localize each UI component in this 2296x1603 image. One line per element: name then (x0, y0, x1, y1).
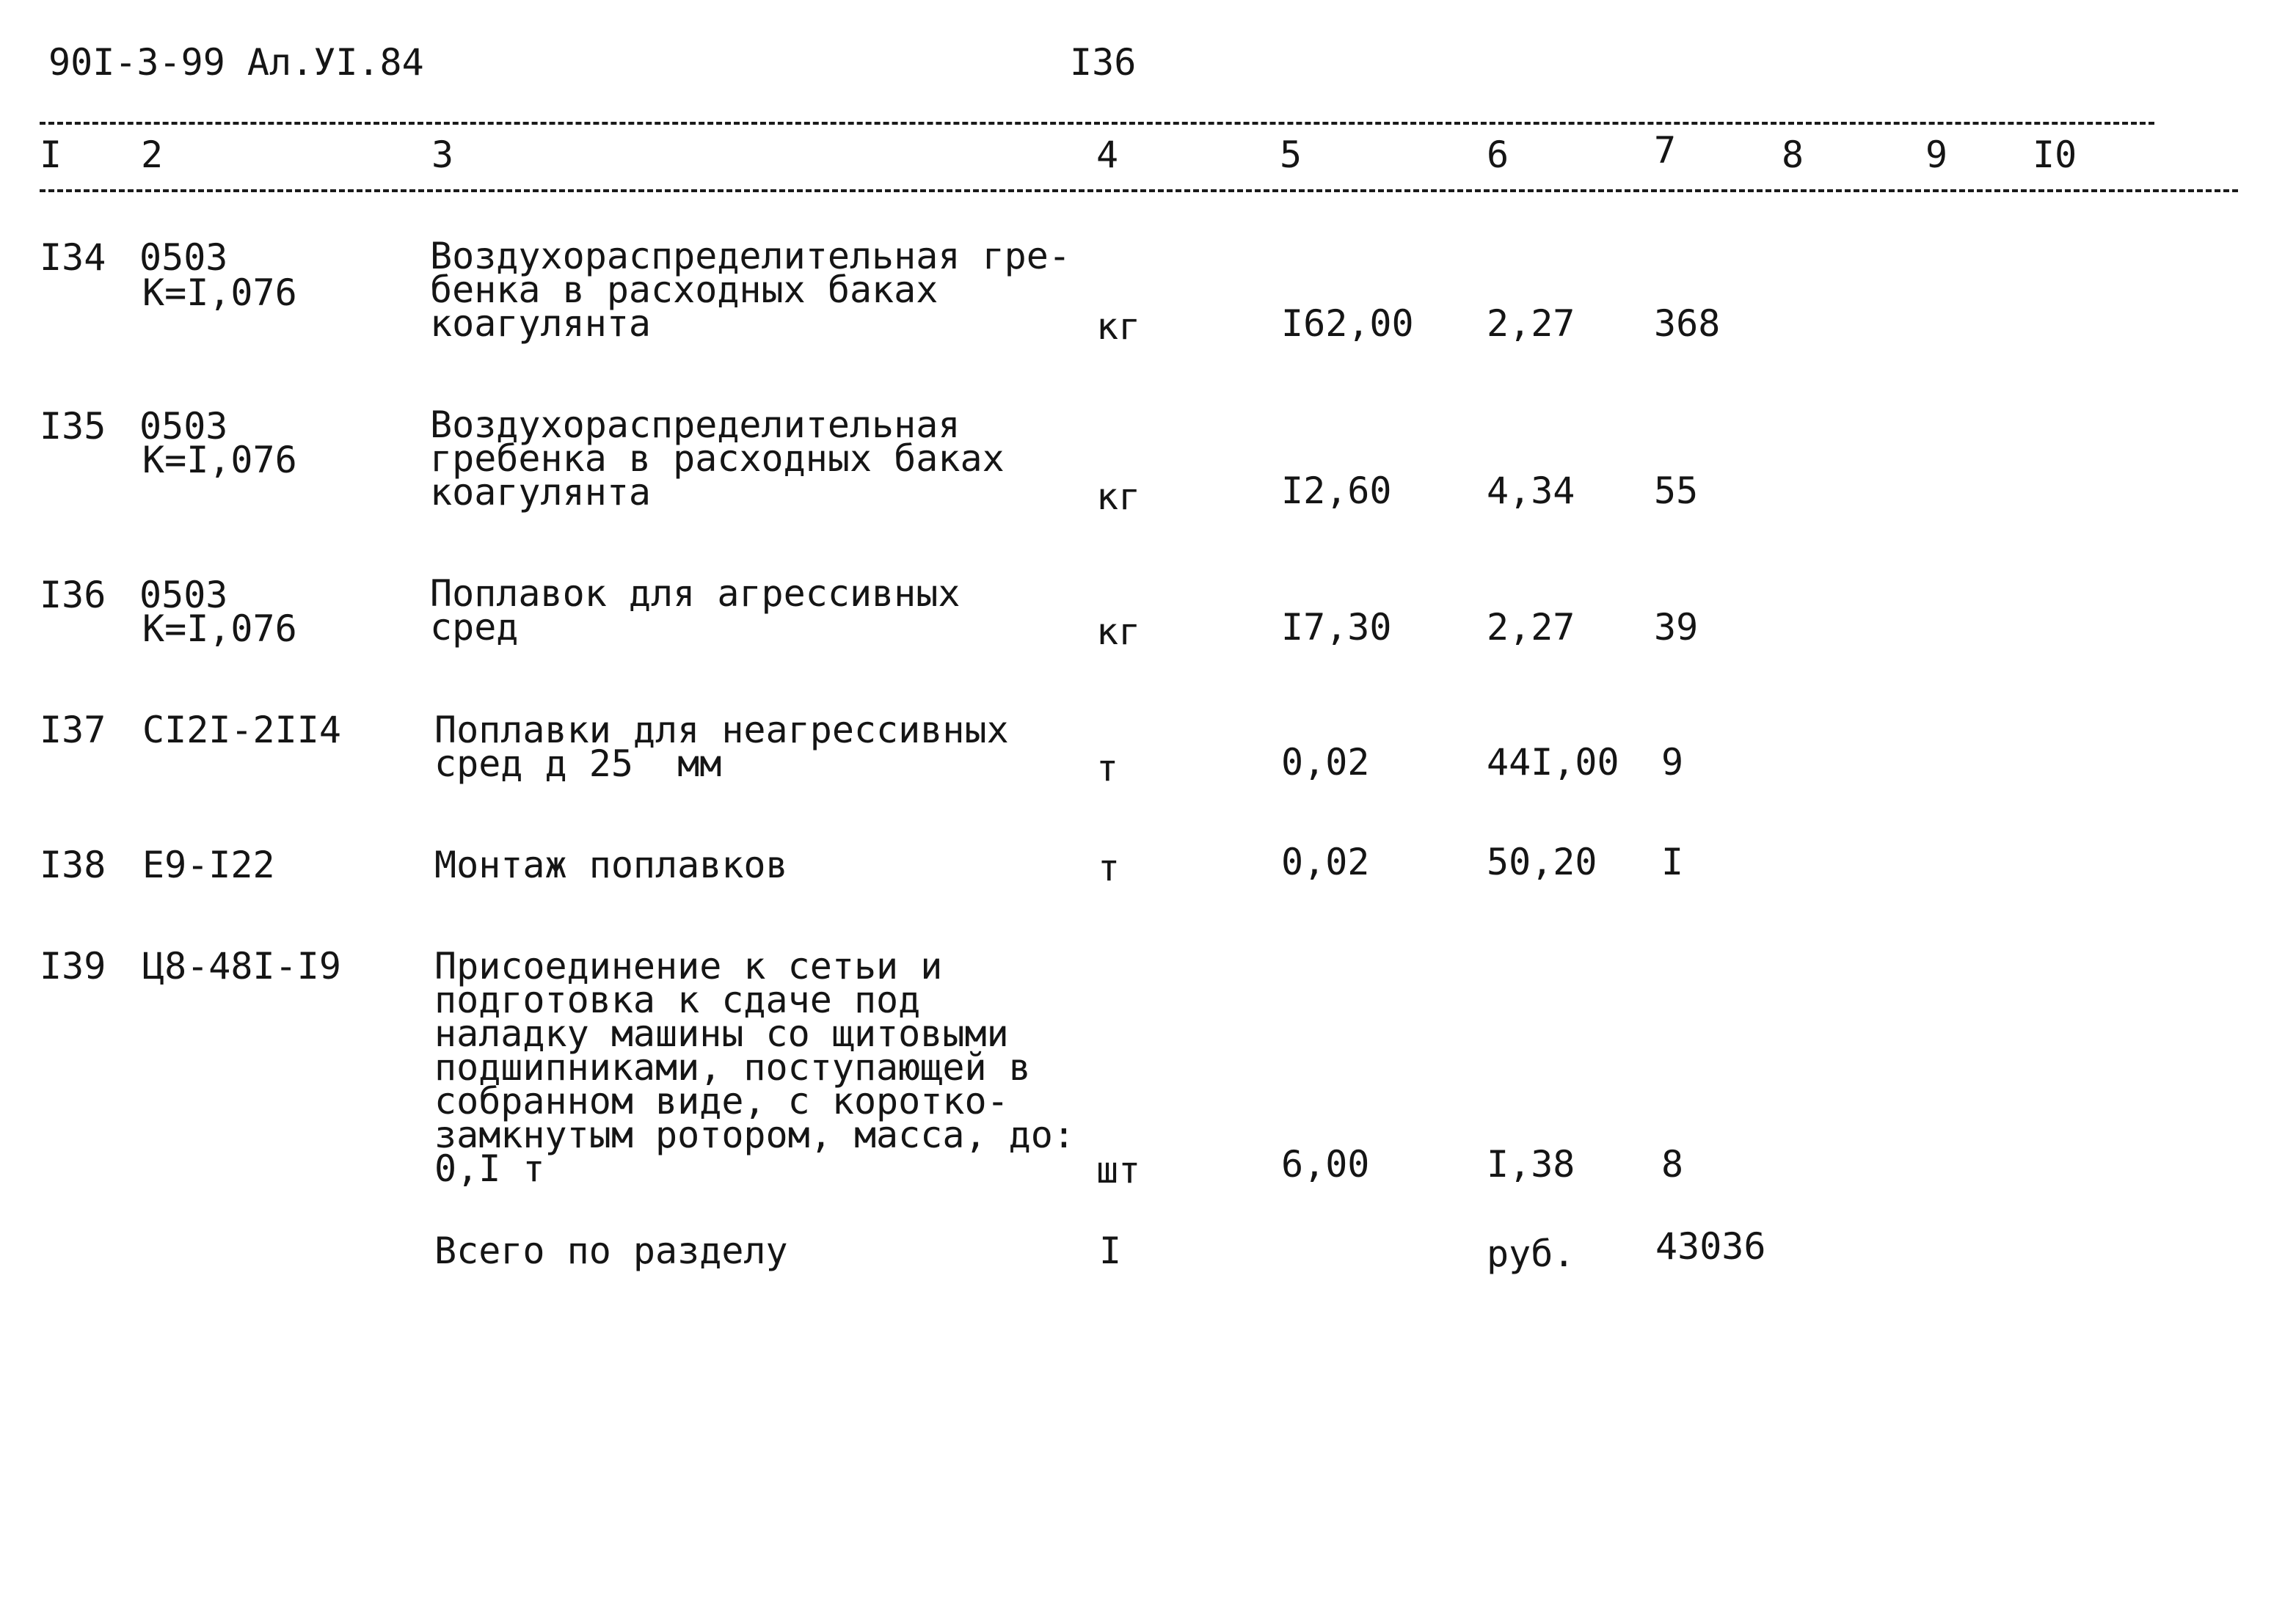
norm-code: 0503 (139, 574, 228, 616)
quantity: I7,30 (1281, 606, 1392, 649)
column-header: 9 (1925, 134, 1948, 176)
total-cost: 39 (1654, 606, 1699, 649)
total-cost: 55 (1654, 470, 1699, 512)
total-cost: 9 (1661, 741, 1684, 784)
summary-total: 43036 (1655, 1225, 1766, 1268)
row-number: I36 (40, 574, 106, 616)
total-cost: 368 (1654, 302, 1721, 345)
coefficient: К=I,076 (142, 271, 297, 314)
total-cost: 8 (1661, 1143, 1684, 1186)
unit-price: 4,34 (1487, 470, 1575, 512)
document-code: 90I-3-99 Ал.УI.84 (48, 41, 424, 84)
quantity: 0,02 (1281, 841, 1370, 883)
unit: т (1098, 847, 1120, 889)
unit-price: 2,27 (1487, 606, 1575, 649)
unit: кг (1096, 305, 1141, 348)
item-description: Поплавки для неагрессивных сред д 25 мм (434, 709, 1009, 785)
row-number: I39 (40, 945, 106, 987)
column-header: 5 (1280, 134, 1302, 176)
summary-label: Всего по разделу (434, 1230, 788, 1272)
norm-code: CI2I-2II4 (142, 709, 341, 751)
norm-code: Ц8-48I-I9 (142, 945, 341, 987)
column-header: 2 (141, 134, 164, 176)
item-description: Присоединение к сетьи и подготовка к сдаче под наладку машины со щитовыми подшипниками, поступающей в собранном виде, с коротко- замкнутым ротором, масса, до: 0,I т (434, 945, 1075, 1190)
column-header: 4 (1096, 134, 1119, 176)
item-description: Монтаж поплавков (434, 844, 788, 886)
unit-price: 2,27 (1487, 302, 1575, 345)
row-number: I34 (40, 236, 106, 279)
unit-price: I,38 (1487, 1143, 1575, 1186)
unit: т (1096, 747, 1119, 789)
quantity: 0,02 (1281, 741, 1370, 784)
unit-price: 50,20 (1487, 841, 1597, 883)
unit: кг (1096, 475, 1141, 518)
row-number: I38 (40, 844, 106, 886)
unit-price: 44I,00 (1487, 741, 1619, 784)
coefficient: К=I,076 (142, 439, 297, 481)
column-header: 8 (1782, 134, 1804, 176)
unit: шт (1096, 1149, 1141, 1191)
coefficient: К=I,076 (142, 607, 297, 650)
norm-code: 0503 (139, 405, 228, 448)
table-top-rule (40, 122, 2154, 125)
column-header: 6 (1487, 134, 1509, 176)
item-description: Поплавок для агрессивных сред (430, 572, 961, 649)
quantity: 6,00 (1281, 1143, 1370, 1186)
norm-code: 0503 (139, 236, 228, 279)
column-header: 7 (1654, 129, 1677, 172)
quantity: I2,60 (1281, 470, 1392, 512)
item-description: Воздухораспределительная гребенка в расходных баках коагулянта (430, 404, 1005, 514)
row-number: I37 (40, 709, 106, 751)
summary-currency: руб. (1487, 1233, 1575, 1275)
norm-code: E9-I22 (142, 844, 275, 886)
page-number: I36 (1070, 41, 1137, 84)
column-header: I (40, 134, 62, 176)
column-header: I0 (2033, 134, 2077, 176)
summary-unit: I (1099, 1230, 1122, 1272)
column-header: 3 (431, 134, 454, 176)
header-bottom-rule (40, 189, 2238, 192)
item-description: Воздухораспределительная гре- бенка в расходных баках коагулянта (430, 235, 1071, 345)
quantity: I62,00 (1281, 302, 1414, 345)
total-cost: I (1661, 841, 1684, 883)
row-number: I35 (40, 405, 106, 448)
unit: кг (1096, 610, 1141, 653)
